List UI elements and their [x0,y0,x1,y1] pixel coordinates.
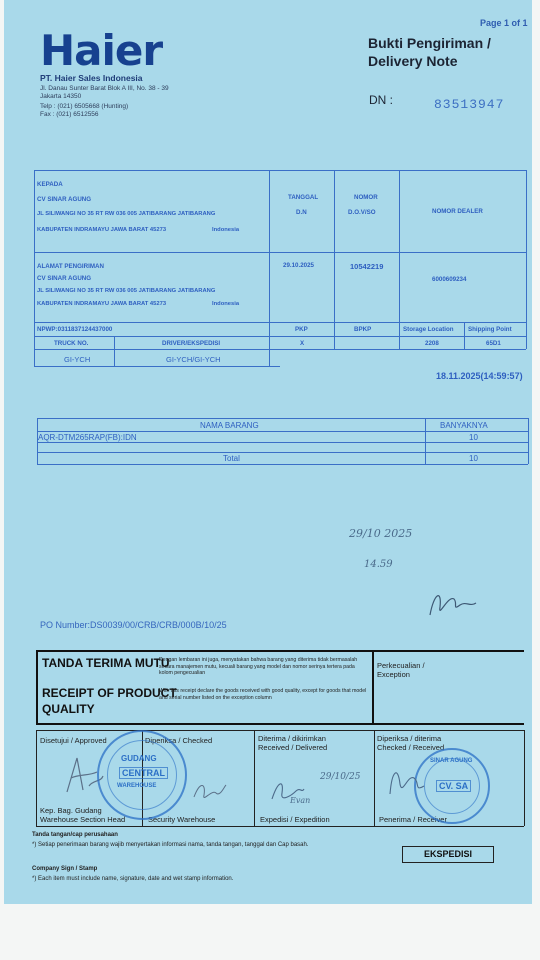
stamp-central-line2: CENTRAL [119,767,168,779]
footer-sign-id: Tanda tangan/cap perusahaan [32,832,118,838]
stamp-central-line1: GUDANG [121,754,157,763]
footer-sign-en: Company Sign / Stamp [32,866,98,872]
company-fax: Fax : (021) 6512556 [40,111,99,118]
delivered-label-line2: Received / Delivered [258,743,328,752]
delivered-label-line1: Diterima / dikirimkan [258,734,326,743]
dealer-number: 6000609234 [432,276,467,283]
npwp: NPWP:0311837124437000 [37,326,113,333]
received-label-line2: Checked / Received [377,743,445,752]
receipt-text-en: With this receipt declare the goods received with good quality, except for goods that model and serial number listed on the exception column [159,688,367,701]
company-phone: Telp : (021) 6505668 (Hunting) [40,103,129,110]
copy-label: EKSPEDISI [423,849,472,859]
expedition-label: Expedisi / Expedition [260,815,330,824]
security-warehouse-label: Security Warehouse [148,815,216,824]
expedition-handwritten-date: 29/10/25 [320,772,361,782]
handwritten-time: 14.59 [364,559,393,570]
stamp-agung-line2: CV. SA [436,780,471,792]
driver-value: GI-YCH/GI-YCH [166,355,221,364]
storage-location-value: 2208 [425,340,439,347]
truck-no-value: GI-YCH [64,355,91,364]
dn-label: DN : [369,93,393,107]
recipient-address1: JL SILIWANGI NO 35 RT RW 036 005 JATIBARANG JATIBARANG [37,211,216,217]
total-label: Total [223,454,240,463]
exception-label-line2: Exception [377,670,410,679]
receiver-label: Penerima / Receiver [379,815,447,824]
handwritten-date: 29/10 2025 [349,527,413,540]
delivery-date: 29.10.2025 [283,262,314,269]
truck-no-label: TRUCK NO. [54,340,89,347]
shipping-point-value: 65D1 [486,340,501,347]
nomor-dealer-label: NOMOR DEALER [432,208,483,215]
receipt-title-en-line2: QUALITY [42,702,95,716]
footer-note-id: *) Setiap penerimaan barang wajib menyertakan informasi nama, tanda tangan, tanggal dan Cap basah. [32,842,309,848]
receipt-title-en-line1: RECEIPT OF PRODUCT [42,686,177,700]
receiver-signature [384,760,432,800]
footer-note-en: *) Each item must include name, signature, date and wet stamp information. [32,876,234,882]
handwritten-signature-top [424,585,484,625]
shipping-country: Indonesia [212,301,240,307]
haier-logo: Haier [40,26,163,75]
item-name: AQR-DTM265RAP(FB):IDN [38,433,137,442]
company-address-line1: Jl. Danau Sunter Barat Blok A III, No. 38 - 39 [40,85,169,92]
nomor-label: NOMOR [354,194,378,201]
security-signature [190,775,230,805]
warehouse-head-label-line1: Kep. Bag. Gudang [40,806,102,815]
item-qty: 10 [469,433,478,442]
storage-location-label: Storage Location [403,326,454,333]
company-address-line2: Jakarta 14350 [40,93,82,100]
recipient-country: Indonesia [212,227,240,233]
bpkp-label: BPKP [354,326,372,333]
checked-label: Diperiksa / Checked [145,736,213,745]
copy-label-box [402,846,494,863]
print-timestamp: 18.11.2025(14:59:57) [436,371,523,381]
exception-label-line1: Perkecualian / [377,661,425,670]
item-name-header: NAMA BARANG [200,421,259,430]
shipping-point-label: Shipping Point [468,326,512,333]
shipping-address-label: ALAMAT PENGIRIMAN [37,263,104,270]
dn-number: 83513947 [434,97,505,112]
driver-label: DRIVER/EKSPEDISI [162,340,221,347]
stamp-central-line3: WAREHOUSE [117,783,157,789]
received-label-line1: Diperiksa / diterima [377,734,442,743]
shipping-address1: JL SILIWANGI NO 35 RT RW 036 005 JATIBARANG JATIBARANG [37,288,216,294]
receipt-title-id: TANDA TERIMA MUTU [42,656,170,670]
item-qty-header: BANYAKNYA [440,421,488,430]
recipient-name: CV SINAR AGUNG [37,196,92,203]
central-warehouse-stamp [97,730,187,820]
shipping-address2: KABUPATEN INDRAMAYU JAWA BARAT 45273 [37,301,167,307]
page-indicator: Page 1 of 1 [480,18,528,28]
tanggal-label: TANGGAL [288,194,319,201]
document-title-line1: Bukti Pengiriman / [368,35,491,51]
delivery-note-paper [4,0,532,904]
pkp-value: X [300,340,305,347]
total-value: 10 [469,454,478,463]
po-number: PO Number:DS0039/00/CRB/CRB/000B/10/25 [40,620,227,630]
kepada-label: KEPADA [37,181,63,188]
dn-column-label: D.N [296,209,307,216]
warehouse-head-label-line2: Warehouse Section Head [40,815,126,824]
approved-label: Disetujui / Approved [40,736,107,745]
order-number: 10542219 [350,262,384,271]
shipping-name: CV SINAR AGUNG [37,275,92,282]
pkp-label: PKP [295,326,308,333]
recipient-address2: KABUPATEN INDRAMAYU JAWA BARAT 45273 [37,227,167,233]
company-name: PT. Haier Sales Indonesia [40,73,143,83]
stamp-agung-line1: SINAR AGUNG [430,758,473,764]
do-v-so-label: D.O.V/SO [348,209,376,216]
expedition-handwritten-name: Evan [290,796,311,805]
receipt-text-id: Dengan lembaran ini juga, menyatakan bahwa barang yang diterima tidak bermasalah secara manajemen mutu, kecuali barang yang model dan nomor serinya tertera pada kolom pengecualian [159,657,358,676]
document-title-line2: Delivery Note [368,53,458,69]
